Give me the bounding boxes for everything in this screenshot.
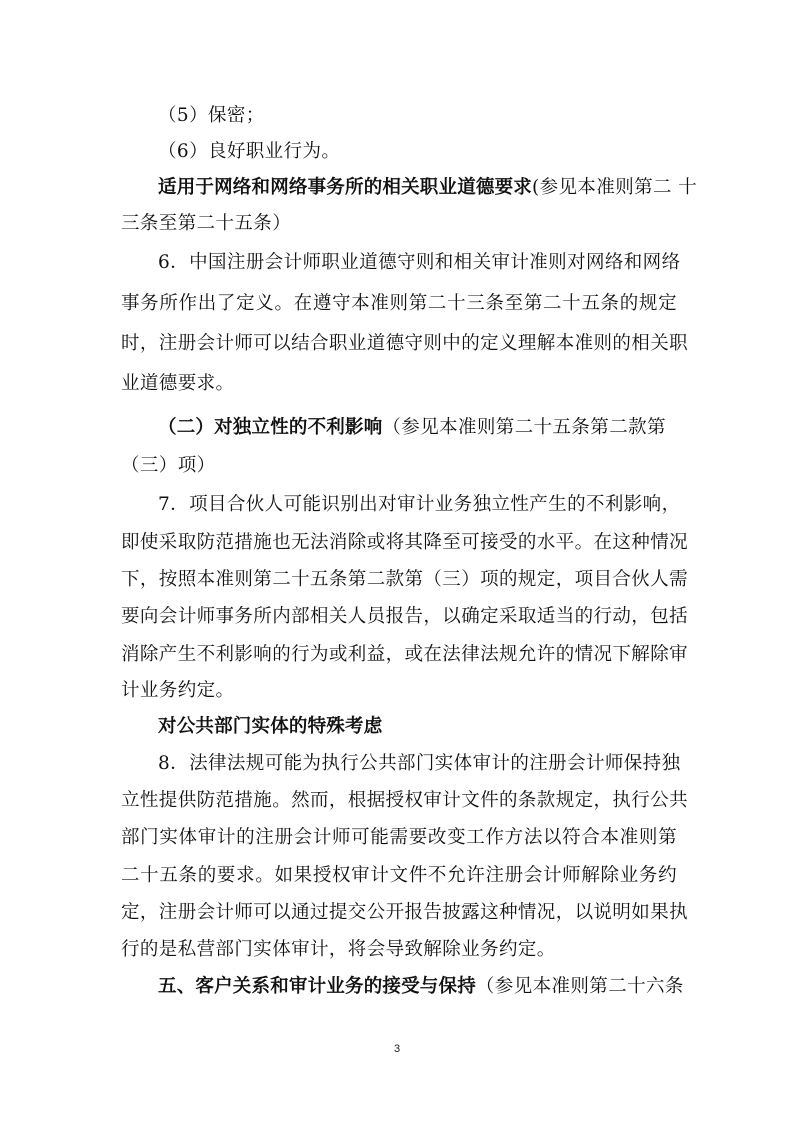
list-item-6: （6）良好职业行为。 [158,141,341,162]
paragraph-7-line: 即使采取防范措施也无法消除或将其降至可接受的水平。在这种情况 [121,532,689,553]
section-heading-public-sector: 对公共部门实体的特殊考虑 [158,716,383,737]
section-heading-client-relations-ref: （参见本准则第二十六条 [475,976,684,997]
section-heading-network-title: 适用于网络和网络事务所的相关职业道德要求 [158,177,533,198]
paragraph-8-line: 行的是私营部门实体审计，将会导致解除业务约定。 [121,939,556,960]
paragraph-8-line: 部门实体审计的注册会计师可能需要改变工作方法以符合本准则第 [121,827,677,848]
paragraph-7-line: 7．项目合伙人可能识别出对审计业务独立性产生的不利影响， [158,494,681,515]
paragraph-8-line: 8．法律法规可能为执行公共部门实体审计的注册会计师保持独 [158,753,681,774]
paragraph-6-line: 6．中国注册会计师职业道德守则和相关审计准则对网络和网络 [158,252,681,273]
paragraph-8-line: 定，注册会计师可以通过提交公开报告披露这种情况，以说明如果执 [121,902,689,923]
paragraph-6-line: 业道德要求。 [121,373,235,394]
paragraph-7-line: 要向会计师事务所内部相关人员报告，以确定采取适当的行动，包括 [121,606,689,627]
section-heading-network-ref-cont: 三条至第二十五条） [121,213,292,234]
section-heading-independence-ref-cont: （三）项） [121,455,216,476]
section-heading-independence [158,414,677,442]
paragraph-8-line: 立性提供防范措施。然而，根据授权审计文件的条款规定，执行公共 [121,790,689,811]
section-heading-independence-title: （二）对独立性的不利影响 [158,417,383,438]
paragraph-7-line: 计业务约定。 [121,680,235,701]
page-number: 3 [393,1043,401,1055]
paragraph-8-line: 二十五条的要求。如果授权审计文件不允许注册会计师解除业务约 [121,865,677,886]
paragraph-7-line: 消除产生不利影响的行为或利益，或在法律法规允许的情况下解除审 [121,644,689,665]
paragraph-6-line: 时，注册会计师可以结合职业道德守则中的定义理解本准则的相关职 [121,333,689,354]
section-heading-network-ref: (参见本准则第二 十 [532,177,698,198]
section-heading-client-relations [158,973,684,1001]
list-item-5: （5）保密； [158,105,265,126]
section-heading-client-relations-title: 五、客户关系和审计业务的接受与保持 [158,976,476,997]
paragraph-7-line: 下，按照本准则第二十五条第二款第（三）项的规定，项目合伙人需 [121,569,689,590]
paragraph-6-line: 事务所作出了定义。在遵守本准则第二十三条至第二十五条的规定 [121,293,677,314]
section-heading-independence-ref: （参见本准则第二十五条第二款第 [382,417,666,438]
section-heading-network [158,174,698,202]
